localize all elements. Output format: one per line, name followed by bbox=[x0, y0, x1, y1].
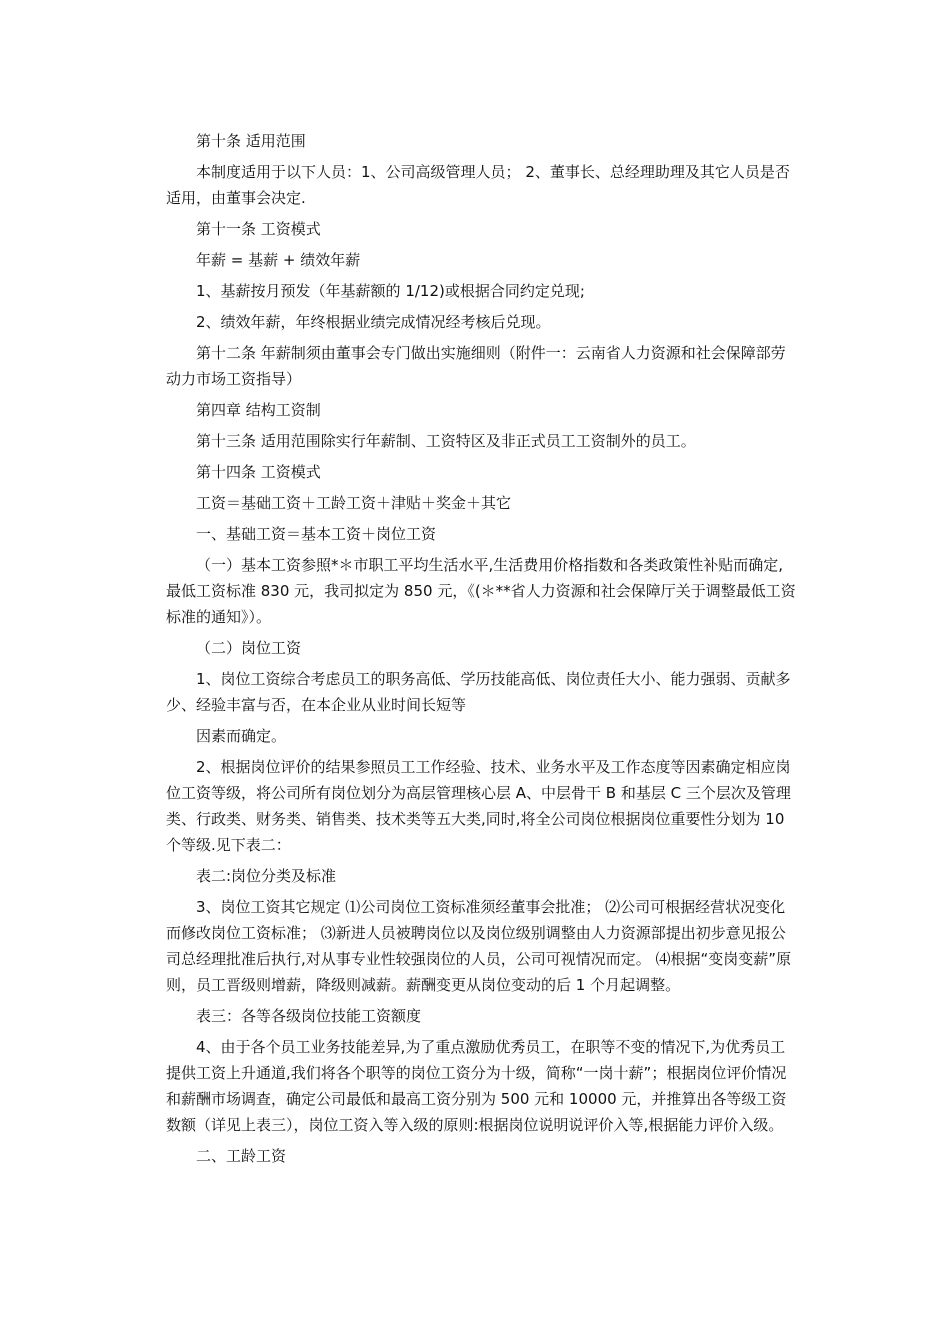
position-wage-heading: （二）岗位工资 bbox=[196, 639, 302, 657]
article-11-heading: 第十一条 工资模式 bbox=[196, 220, 321, 238]
chapter-4-heading: 第四章 结构工资制 bbox=[196, 401, 321, 419]
article-12-text: 第十二条 年薪制须由董事会专门做出实施细则（附件一：云南省人力资源和社会保障部劳动力市场工资指导） bbox=[166, 344, 786, 388]
article-10-scope-text: 本制度适用于以下人员：1、公司高级管理人员； 2、董事长、总经理助理及其它人员是否适用，由董事会决定. bbox=[166, 163, 790, 207]
article-10-heading: 第十条 适用范围 bbox=[196, 132, 306, 150]
seniority-wage-heading: 二、工龄工资 bbox=[196, 1147, 287, 1165]
position-wage-item-4: 4、由于各个员工业务技能差异,为了重点激励优秀员工，在职等不变的情况下,为优秀员工提供工资上升通道,我们将各个职等的岗位工资分为十级，简称“一岗十薪”；根据岗位评价情况和薪酬市场调查，确定公司最低和最高工资分别为 500 元和 10000 元，并推算出各等级工资数额（详见上表三），岗位工资入等入级的原则:根据岗位说明说评价入等,根据能力评价入级。 bbox=[166, 1038, 787, 1134]
position-wage-item-1-cont: 因素而确定。 bbox=[196, 727, 287, 745]
position-wage-item-3: 3、岗位工资其它规定 ⑴公司岗位工资标准须经董事会批准； ⑵公司可根据经营状况变化而修改岗位工资标准； ⑶新进人员被聘岗位以及岗位级别调整由人力资源部提出初步意见报公司总经理批准后执行,对从事专业性较强岗位的人员，公司可视情况而定。 ⑷根据“变岗变薪”原则，员工晋级则增薪，降级则减薪。薪酬变更从岗位变动的后 1 个月起调整。 bbox=[166, 898, 792, 994]
wage-formula: 工资＝基础工资＋工龄工资＋津贴＋奖金＋其它 bbox=[196, 494, 512, 512]
table-2-caption: 表二:岗位分类及标准 bbox=[196, 867, 337, 885]
table-3-caption: 表三：各等各级岗位技能工资额度 bbox=[196, 1007, 422, 1025]
position-wage-item-1: 1、岗位工资综合考虑员工的职务高低、学历技能高低、岗位责任大小、能力强弱、贡献多少、经验丰富与否，在本企业从业时间长短等 bbox=[166, 670, 791, 714]
article-13-text: 第十三条 适用范围除实行年薪制、工资特区及非正式员工工资制外的员工。 bbox=[196, 432, 696, 450]
document-body bbox=[166, 128, 796, 1174]
base-wage-formula: 一、基础工资＝基本工资＋岗位工资 bbox=[196, 525, 437, 543]
position-wage-item-2: 2、根据岗位评价的结果参照员工工作经验、技术、业务水平及工作态度等因素确定相应岗位工资等级，将公司所有岗位划分为高层管理核心层 A、中层骨干 B 和基层 C 三个层次及管理类、行政类、财务类、销售类、技术类等五大类,同时,将全公司岗位根据岗位重要性分划为 10 个等级.见下表二： bbox=[166, 758, 791, 854]
article-14-heading: 第十四条 工资模式 bbox=[196, 463, 321, 481]
basic-wage-text: （一）基本工资参照*＊市职工平均生活水平,生活费用价格指数和各类政策性补贴而确定,最低工资标准 830 元，我司拟定为 850 元，《(＊**省人力资源和社会保障厅关于调整最低工资标准的通知》）。 bbox=[166, 556, 796, 626]
annual-salary-formula: 年薪 = 基薪 + 绩效年薪 bbox=[196, 251, 361, 269]
performance-salary-item: 2、绩效年薪，年终根据业绩完成情况经考核后兑现。 bbox=[196, 313, 551, 331]
base-salary-item: 1、基薪按月预发（年基薪额的 1/12)或根据合同约定兑现; bbox=[196, 282, 585, 300]
